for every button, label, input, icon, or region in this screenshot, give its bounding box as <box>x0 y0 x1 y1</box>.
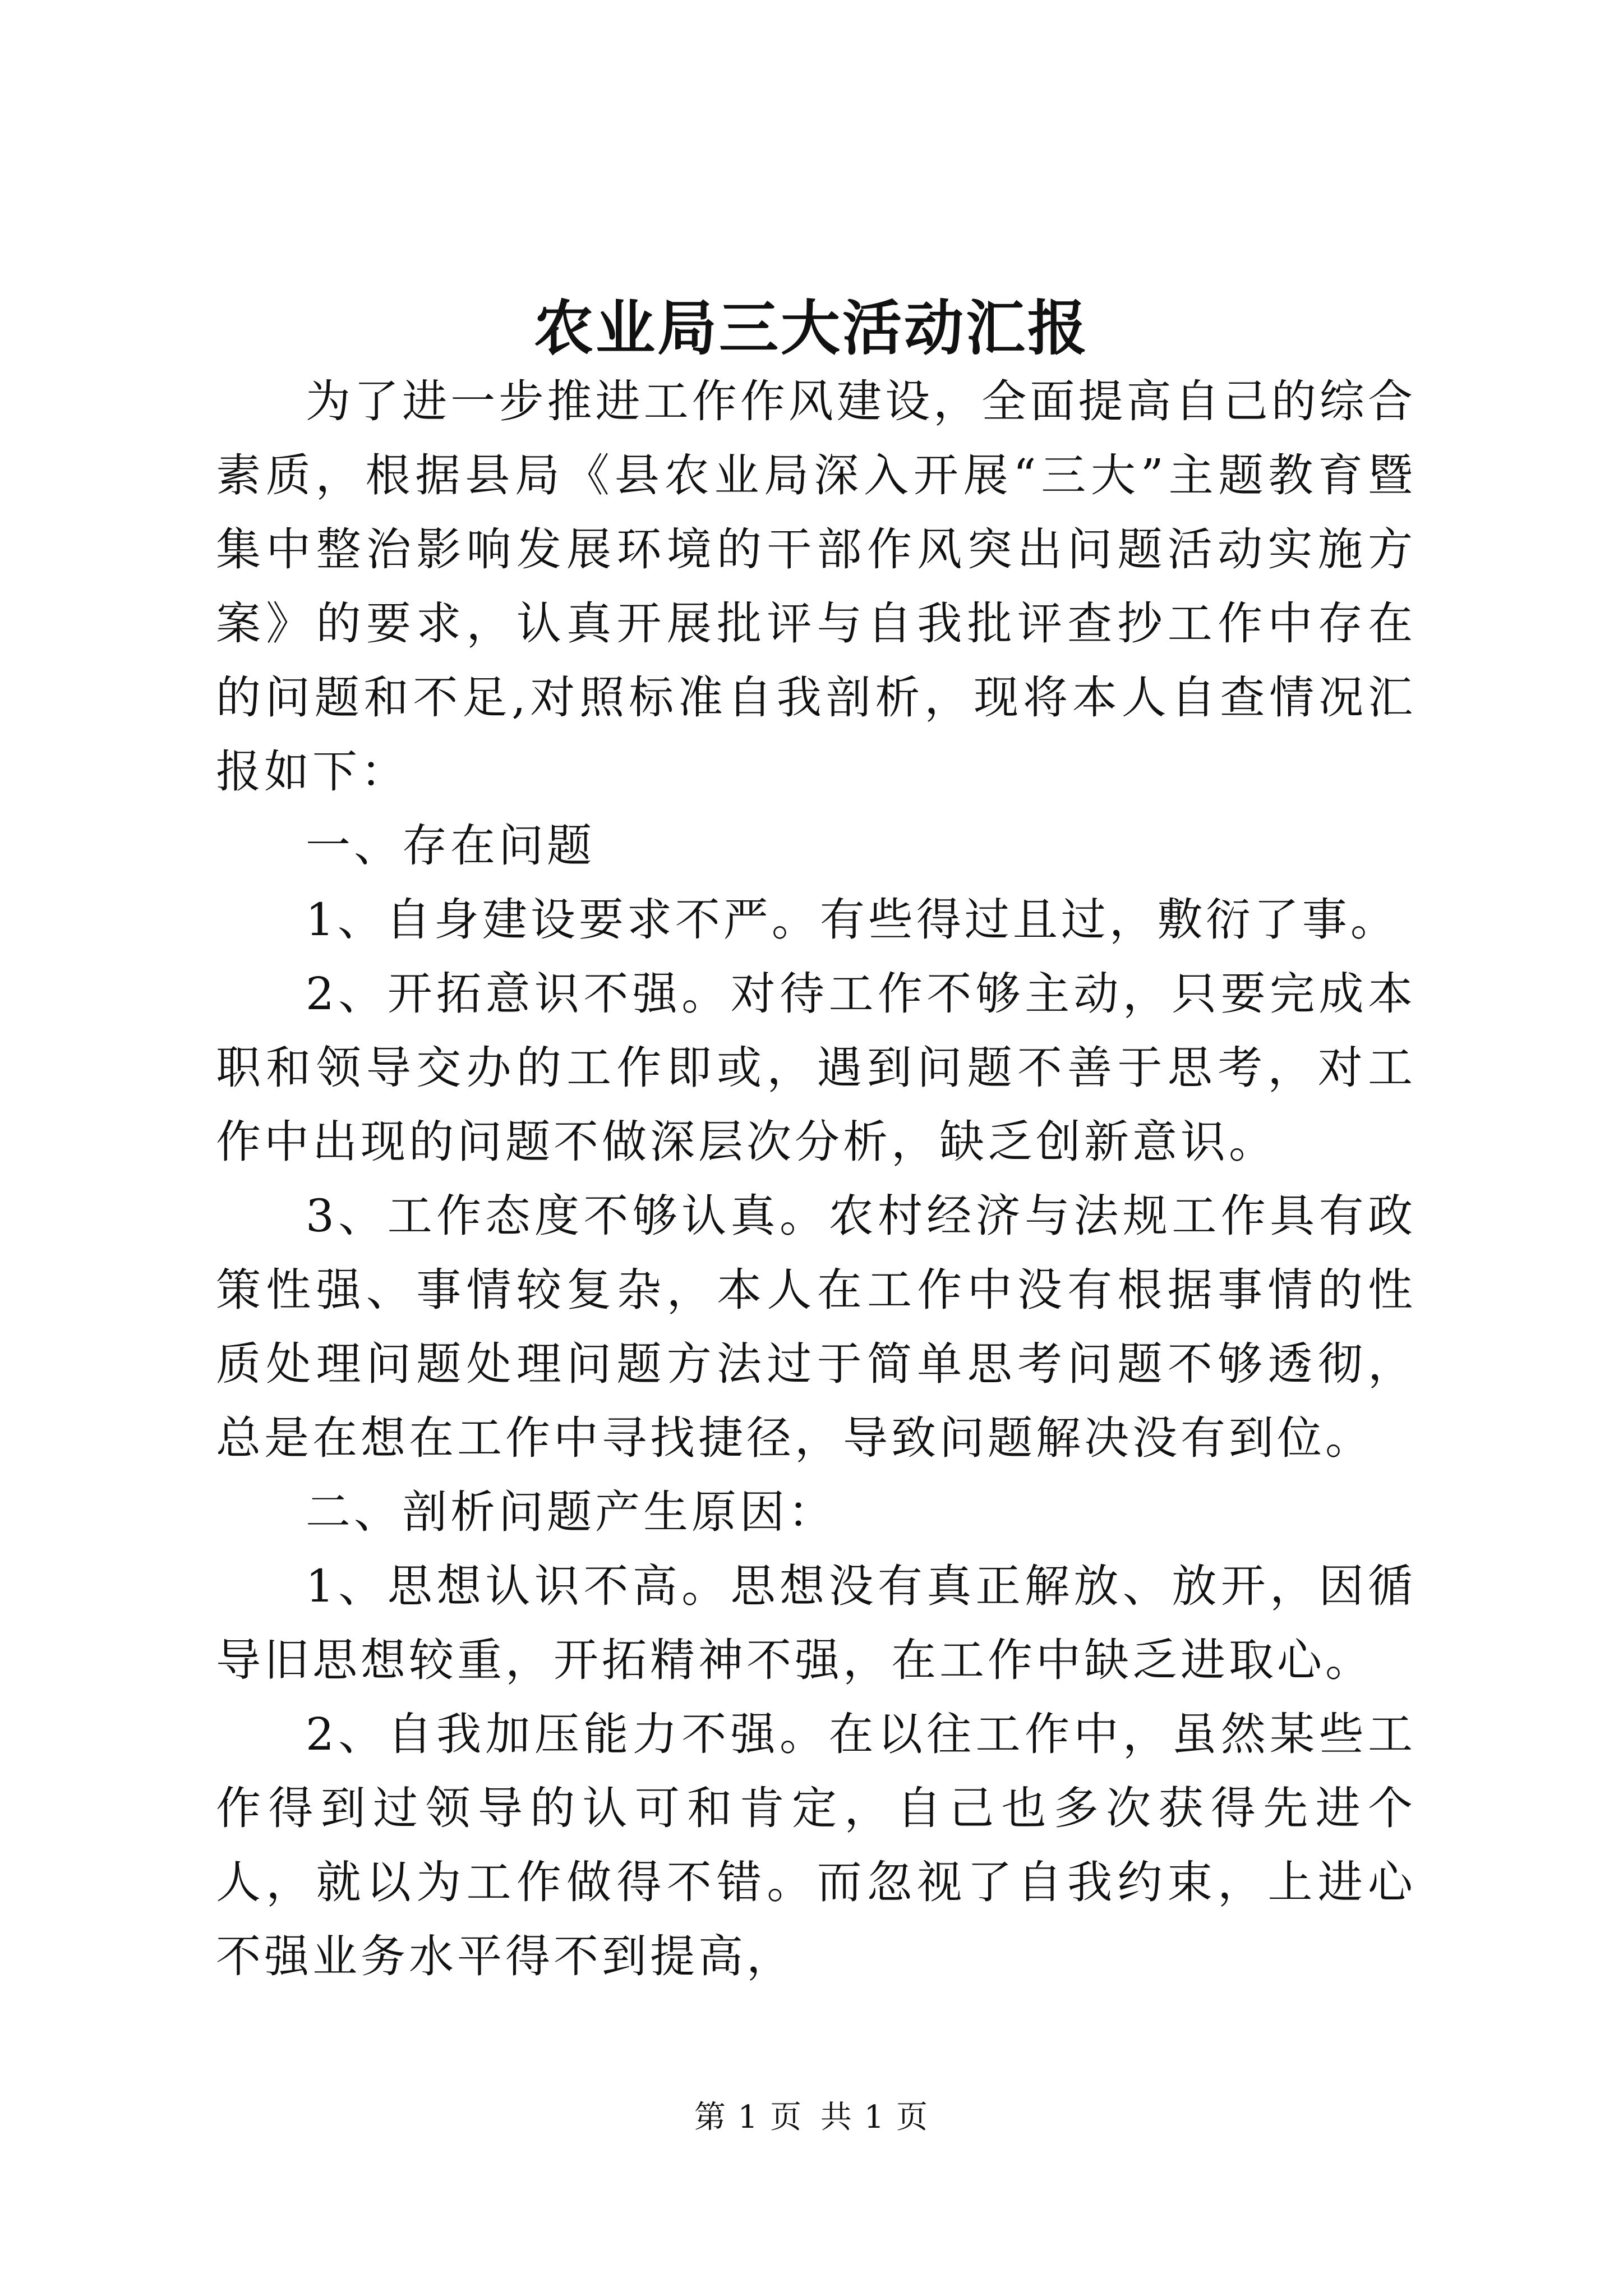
paragraph-intro: 为了进一步推进工作作风建设，全面提高自己的综合素质，根据县局《县农业局深入开展“三大”主题教育暨集中整治影响发展环境的干部作风突出问题活动实施方案》的要求，认真开展批评与自我批评查抄工作中存在的问题和不足,对照标准自我剖析，现将本人自查情况汇报如下： <box>216 375 1416 798</box>
page-footer <box>0 2098 1623 2137</box>
paragraph-cause-2: 2、自我加压能力不强。在以往工作中，虽然某些工作得到过领导的认可和肯定，自己也多次获得先进个人，就以为工作做得不错。而忽视了自我约束，上进心不强业务水平得不到提高， <box>216 1708 1416 1982</box>
paragraph-problem-3: 3、工作态度不够认真。农村经济与法规工作具有政策性强、事情较复杂，本人在工作中没有根据事情的性质处理问题处理问题方法过于简单思考问题不够透彻，总是在想在工作中寻找捷径，导致问题解决没有到位。 <box>216 1190 1416 1464</box>
section-heading-causes: 二、剖析问题产生原因： <box>306 1486 836 1538</box>
paragraph-cause-1: 1、思想认识不高。思想没有真正解放、放开，因循导旧思想较重，开拓精神不强，在工作中缺乏进取心。 <box>216 1560 1416 1686</box>
paragraph-problem-1: 1、自身建设要求不严。有些得过且过，敷衍了事。 <box>306 894 1399 946</box>
paragraph-problem-2: 2、开拓意识不强。对待工作不够主动，只要完成本职和领导交办的工作即或，遇到问题不善于思考，对工作中出现的问题不做深层次分析，缺乏创新意识。 <box>216 968 1416 1168</box>
page-total: 共 1 页 <box>820 2099 929 2136</box>
page-number: 第 1 页 <box>694 2099 803 2136</box>
section-heading-problems: 一、存在问题 <box>306 820 595 872</box>
document-title: 农业局三大活动汇报 <box>534 293 1089 363</box>
document-body <box>216 365 1416 1994</box>
